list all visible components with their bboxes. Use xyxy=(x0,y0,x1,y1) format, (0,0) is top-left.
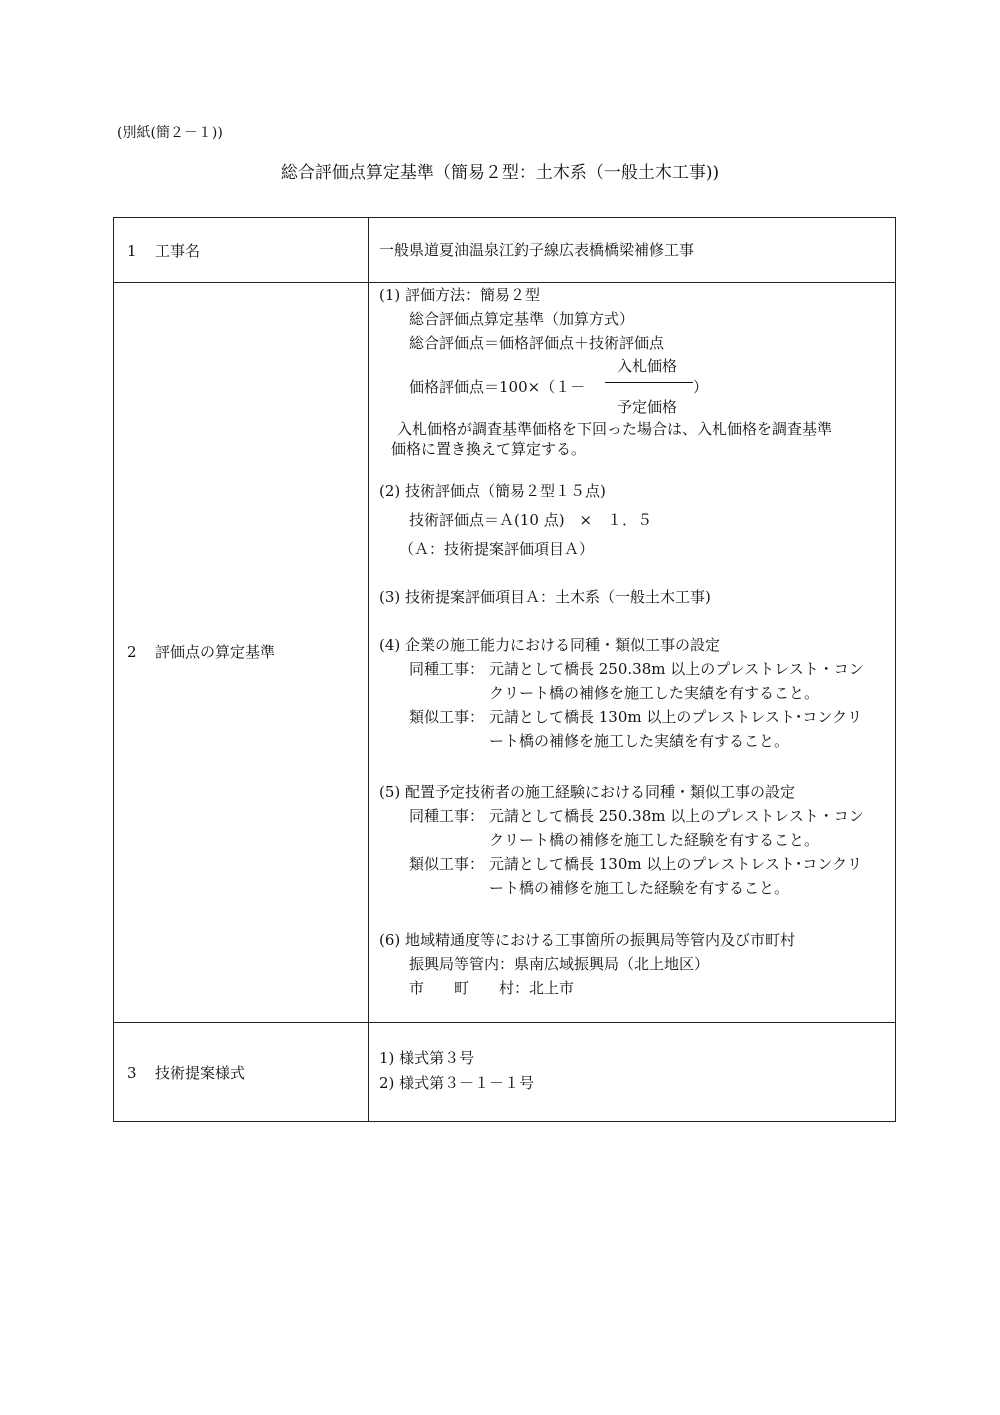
row-label-scoring-criteria xyxy=(127,641,275,662)
row-label-text: 評価点の算定基準 xyxy=(155,643,276,661)
price-formula-left: 価格評価点＝100×（１－ xyxy=(409,378,586,396)
same-kind-label: 同種工事： xyxy=(409,660,485,678)
similar-kind-text: ート橋の補修を施工した経験を有すること。 xyxy=(489,879,790,897)
section-6-line: 振興局等管内：県南広域振興局（北上地区） xyxy=(409,955,710,973)
similar-kind-text: ート橋の補修を施工した実績を有すること。 xyxy=(489,732,790,750)
same-kind-text: 元請として橋長 250.38m 以上のプレストレスト・コン xyxy=(489,660,864,678)
section-1-heading: (1) 評価方法：簡易２型 xyxy=(379,286,541,304)
similar-kind-label: 類似工事： xyxy=(409,855,485,873)
criteria-table xyxy=(113,217,896,1122)
construction-name-text: 一般県道夏油温泉江釣子線広表橋橋梁補修工事 xyxy=(379,241,695,259)
section-5-heading: (5) 配置予定技術者の施工経験における同種・類似工事の設定 xyxy=(379,783,796,801)
section-4-heading: (4) 企業の施工能力における同種・類似工事の設定 xyxy=(379,636,721,654)
section-1-line: 総合評価点算定基準（加算方式） xyxy=(409,310,635,328)
similar-kind-label: 類似工事： xyxy=(409,708,485,726)
table-border-bottom xyxy=(113,1121,896,1122)
same-kind-text: クリート橋の補修を施工した経験を有すること。 xyxy=(489,831,820,849)
row-label-text: 技術提案様式 xyxy=(155,1064,246,1082)
same-kind-text: クリート橋の補修を施工した実績を有すること。 xyxy=(489,684,820,702)
section-1-line: 総合評価点＝価格評価点＋技術評価点 xyxy=(409,334,665,352)
section-6-heading: (6) 地域精通度等における工事箇所の振興局等管内及び市町村 xyxy=(379,931,796,949)
section-2-line: （Ａ：技術提案評価項目Ａ） xyxy=(399,540,595,558)
table-column-divider xyxy=(368,217,369,1122)
fraction-denominator: 予定価格 xyxy=(617,398,678,416)
row-number: 2 xyxy=(127,643,137,661)
section-1-note: 価格に置き換えて算定する。 xyxy=(391,440,587,458)
table-border-left xyxy=(113,217,114,1122)
table-row-divider xyxy=(113,1022,896,1023)
row-label-text: 工事名 xyxy=(155,242,201,260)
row-number: 1 xyxy=(127,242,137,260)
row-label-construction-name xyxy=(127,240,200,261)
fraction-bar xyxy=(605,382,693,383)
same-kind-label: 同種工事： xyxy=(409,807,485,825)
form-item: 1) 様式第３号 xyxy=(379,1049,475,1067)
section-6-line: 市 町 村：北上市 xyxy=(409,979,575,997)
similar-kind-text: 元請として橋長 130m 以上のプレストレスト･コンクリ xyxy=(489,855,863,873)
section-3-heading: (3) 技術提案評価項目Ａ：土木系（一般土木工事) xyxy=(379,588,711,606)
document-code: (別紙(簡２－１)) xyxy=(117,125,223,141)
similar-kind-text: 元請として橋長 130m 以上のプレストレスト･コンクリ xyxy=(489,708,863,726)
fraction-numerator: 入札価格 xyxy=(617,357,678,375)
row-label-proposal-forms xyxy=(127,1062,245,1083)
section-2-heading: (2) 技術評価点（簡易２型１５点) xyxy=(379,482,606,500)
row-number: 3 xyxy=(127,1064,137,1082)
same-kind-text: 元請として橋長 250.38m 以上のプレストレスト・コン xyxy=(489,807,864,825)
document-title: 総合評価点算定基準（簡易２型：土木系（一般土木工事)) xyxy=(280,163,720,183)
section-2-line: 技術評価点＝Ａ(10 点) × １．５ xyxy=(409,511,653,529)
table-border-top xyxy=(113,217,896,218)
price-formula-right: ） xyxy=(693,378,709,396)
section-1-note: 入札価格が調査基準価格を下回った場合は、入札価格を調査基準 xyxy=(397,420,833,438)
form-item: 2) 様式第３－１－１号 xyxy=(379,1074,535,1092)
table-border-right xyxy=(895,217,896,1122)
